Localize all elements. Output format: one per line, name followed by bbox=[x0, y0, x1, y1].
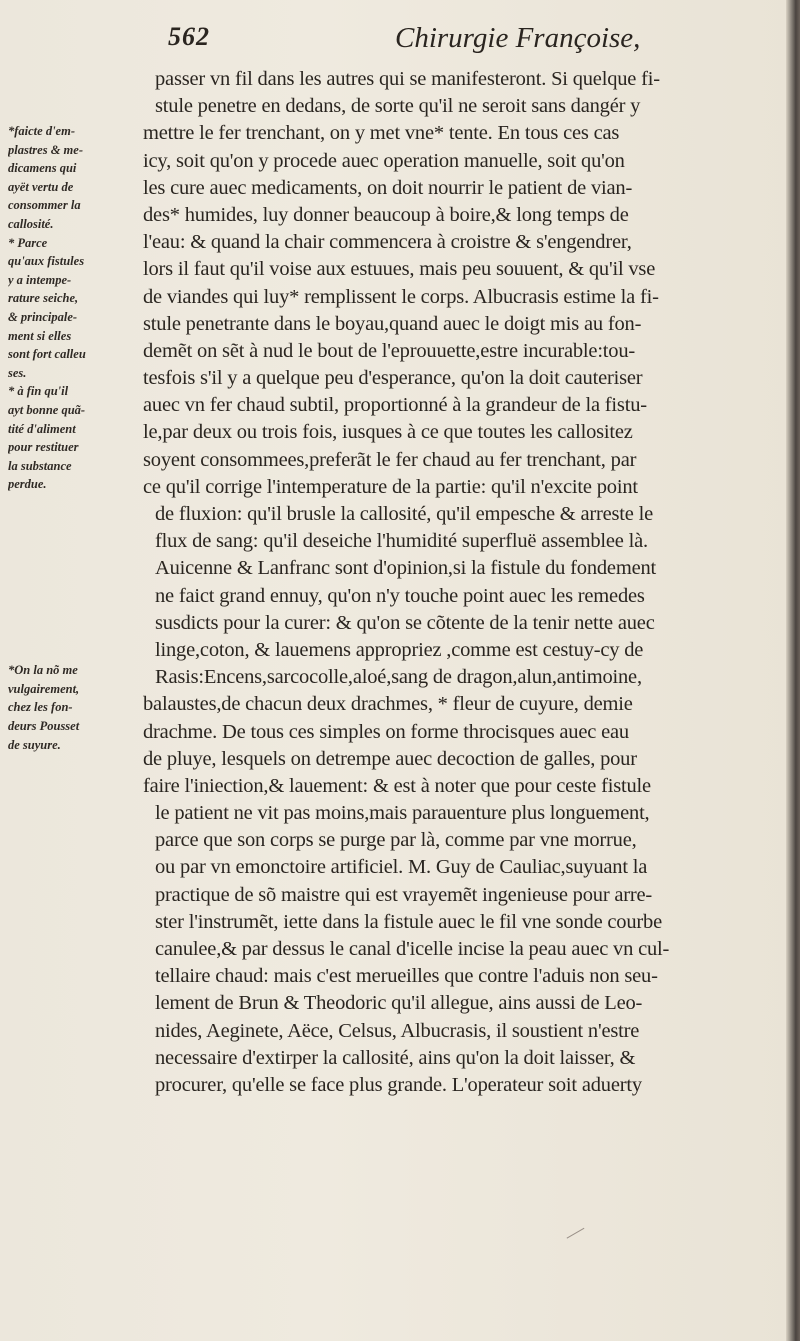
text-line: susdicts pour la curer: & qu'on se cõtente de la tenir nette auec bbox=[155, 611, 655, 634]
margin-note-line bbox=[8, 494, 156, 513]
margin-note-line: dicamens qui bbox=[8, 161, 77, 176]
running-title: Chirurgie Françoise, bbox=[395, 22, 641, 54]
text-line: parce que son corps se purge par là, comme par vne morrue, bbox=[155, 829, 637, 852]
margin-note-line: * Parce bbox=[8, 235, 48, 250]
margin-note-line: *faicte d'em- bbox=[8, 124, 75, 138]
margin-note-line: y a intempe- bbox=[8, 272, 72, 287]
page-header bbox=[0, 22, 800, 62]
margin-note-line: qu'aux fistules bbox=[8, 254, 85, 269]
margin-note-line: tité d'aliment bbox=[8, 421, 76, 436]
text-line: tesfois s'il y a quelque peu d'esperance, qu'on la doit cauteriser bbox=[143, 367, 643, 390]
margin-note-line: ayt bonne quã- bbox=[8, 402, 86, 417]
text-line: flux de sang: qu'il deseiche l'humidité superfluë assemblee là. bbox=[155, 530, 648, 553]
text-line: stule penetrante dans le boyau,quand auec le doigt mis au fon- bbox=[143, 312, 642, 335]
text-line: drachme. De tous ces simples on forme throcisques auec eau bbox=[143, 720, 629, 743]
margin-note-line: sont fort calleu bbox=[8, 347, 86, 362]
margin-note-line: chez les fon- bbox=[8, 700, 73, 715]
margin-note-line: rature seiche, bbox=[8, 291, 79, 306]
text-line: procurer, qu'elle se face plus grande. L'operateur soit aduerty bbox=[155, 1073, 642, 1096]
margin-note-line bbox=[8, 512, 156, 531]
margin-note-line: ment si elles bbox=[8, 328, 72, 343]
text-line: Rasis:Encens,sarcocolle,aloé,sang de dragon,alun,antimoine, bbox=[155, 666, 642, 689]
margin-note-line: ses. bbox=[8, 365, 27, 380]
text-line: canulee,& par dessus le canal d'icelle incise la peau auec vn cul- bbox=[155, 938, 670, 960]
text-line: balaustes,de chacun deux drachmes, * fleur de cuyure, demie bbox=[143, 693, 633, 716]
margin-note-line: callosité. bbox=[8, 216, 54, 231]
margin-note-line bbox=[8, 550, 156, 569]
text-line: lors il faut qu'il voise aux estuues, mais peu souuent, & qu'il vse bbox=[143, 258, 656, 281]
text-line: tellaire chaud: mais c'est merueilles que contre l'aduis non seu- bbox=[155, 965, 658, 988]
margin-note-line bbox=[8, 531, 156, 550]
margin-note-line: vulgairement, bbox=[8, 681, 80, 696]
text-line: de viandes qui luy* remplissent le corps. Albucrasis estime la fi- bbox=[143, 285, 659, 308]
text-line: icy, soit qu'on y procede auec operation manuelle, soit qu'on bbox=[143, 149, 625, 172]
margin-note-line bbox=[8, 587, 156, 606]
margin-note-line: pour restituer bbox=[8, 440, 79, 455]
margin-note-line: *On la nõ me bbox=[8, 663, 78, 678]
margin-note-line: & principale- bbox=[8, 309, 78, 324]
margin-note-line: * à fin qu'il bbox=[8, 384, 69, 399]
text-line: le,par deux ou trois fois, iusques à ce que toutes les callositez bbox=[143, 421, 633, 444]
margin-note-line: deurs Pousset bbox=[8, 719, 80, 733]
text-line: stule penetre en dedans, de sorte qu'il ne seroit sans dangér y bbox=[155, 95, 641, 118]
text-line: nides, Aeginete, Aëce, Celsus, Albucrasis, il soustient n'estre bbox=[155, 1019, 640, 1042]
margin-note-line bbox=[8, 605, 156, 624]
margin-note-line bbox=[8, 643, 156, 662]
text-line: linge,coton, & lauemens appropriez ,comme est cestuy-cy de bbox=[155, 638, 644, 661]
text-line: Auicenne & Lanfranc sont d'opinion,si la fistule du fondement bbox=[155, 557, 657, 580]
text-line: ou par vn emonctoire artificiel. M. Guy de Cauliac,suyuant la bbox=[155, 856, 648, 879]
text-line: practique de sõ maistre qui est vrayemẽt ingenieuse pour arre- bbox=[155, 883, 653, 906]
text-line: ster l'instrumẽt, iette dans la fistule auec le fil vne sonde courbe bbox=[155, 910, 662, 933]
margin-note-line: consommer la bbox=[8, 198, 81, 213]
text-line: lement de Brun & Theodoric qu'il allegue, ains aussi de Leo- bbox=[155, 992, 643, 1015]
margin-note-line: perdue. bbox=[8, 477, 47, 492]
stray-ink-mark bbox=[567, 1228, 590, 1248]
margin-note-line: la substance bbox=[8, 458, 72, 473]
text-line: les cure auec medicaments, on doit nourrir le patient de vian- bbox=[143, 176, 633, 199]
text-line: faire l'iniection,& lauement: & est à noter que pour ceste fistule bbox=[143, 774, 651, 797]
text-line: de pluye, lesquels on detrempe auec decoction de galles, pour bbox=[143, 747, 637, 770]
text-line: l'eau: & quand la chair commencera à croistre & s'engendrer, bbox=[143, 231, 632, 254]
margin-note-line: plastres & me- bbox=[8, 142, 83, 157]
text-line: mettre le fer trenchant, on y met vne* tente. En tous ces cas bbox=[143, 122, 620, 145]
margin-note-line bbox=[8, 568, 156, 587]
margin-note-line: ayët vertu de bbox=[8, 179, 74, 194]
text-line: ce qu'il corrige l'intemperature de la partie: qu'il n'excite point bbox=[143, 475, 638, 498]
margin-note-line: de suyure. bbox=[8, 737, 61, 752]
margin-note-line bbox=[8, 624, 156, 643]
text-line: auec vn fer chaud subtil, proportionné à la grandeur de la fistu- bbox=[143, 394, 647, 417]
text-line: de fluxion: qu'il brusle la callosité, qu'il empesche & arreste le bbox=[155, 503, 653, 525]
text-line: le patient ne vit pas moins,mais parauenture plus longuement, bbox=[155, 802, 650, 825]
text-line: soyent consommees,preferãt le fer chaud au fer trenchant, par bbox=[143, 448, 637, 471]
main-text-block bbox=[143, 66, 793, 1099]
text-line: passer vn fil dans les autres qui se manifesteront. Si quelque fi- bbox=[155, 68, 660, 90]
margin-notes bbox=[8, 122, 156, 754]
text-line: des* humides, luy donner beaucoup à boire,& long temps de bbox=[143, 203, 629, 226]
text-line: demẽt on sẽt à nud le bout de l'eprouuette,estre incurable:tou- bbox=[143, 339, 636, 362]
text-line: necessaire d'extirper la callosité, ains qu'on la doit laisser, & bbox=[155, 1046, 636, 1069]
page-number: 562 bbox=[168, 22, 210, 51]
text-line: ne faict grand ennuy, qu'on n'y touche point auec les remedes bbox=[155, 584, 645, 607]
